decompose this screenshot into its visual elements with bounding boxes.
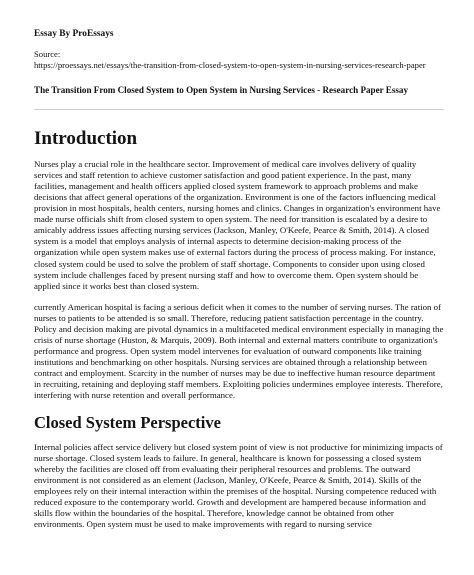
source-label: Source: bbox=[34, 49, 61, 59]
introduction-paragraph-2: currently American hospital is facing a serious deficit when it comes to the number of serving nurses. The ration of nurses to patients to be attended is so small. Therefore, reducing patient satisfaction percentage in the country. Policy and decision making are pivotal dynamics in a multifaceted medical environment especially in managing the crisis of nurse shortage (Huston, & Marquis, 2009). Both internal and external matters contribute to organization's performance and progress. Open system model intervenes for evaluation of outward components like training institutions and benchmarking on other hospitals. Nursing services are obtained through a relationship between contract and employment. Scarcity in the number of nurses may be due to ineffective human resource department in recruiting, retaining and deploying staff members. Exploiting policies undermines employee interests. Therefore, interfering with nurse retention and overall performance. bbox=[34, 301, 444, 401]
closed-system-heading: Closed System Perspective bbox=[34, 413, 221, 433]
source-block bbox=[34, 49, 444, 71]
document-title: The Transition From Closed System to Open System in Nursing Services - Research Paper Essay bbox=[34, 84, 409, 95]
introduction-paragraph-1: Nurses play a crucial role in the healthcare sector. Improvement of medical care involves delivery of quality services and staff retention to achieve customer satisfaction and good patient experience. In the past, many facilities, management and health officers applied closed system framework to approach problems and make decisions that affect general operations of the organization. Environment is one of the factors influencing medical provision in most hospitals, health centers, nursing homes and clinics. Changes in organization's environment have made nurse officials shift from closed system to open system. The need for transition is escalated by a desire to amicably address issues affecting nursing services (Jackson, Manley, O'Keefe, Pearce & Smith, 2014). A closed system is a model that employs analysis of internal aspects to determine decision-making process of the organization while open system makes use of external factors during the process of process making. For instance, closed system could be used to solve the problem of staff shortage. Components to consider upon using closed system include challenges faced by present nursing staff and how to overcome them. Open system should be applied since it works best than closed system. bbox=[34, 159, 441, 291]
introduction-heading: Introduction bbox=[34, 128, 138, 150]
document-page bbox=[34, 0, 444, 530]
source-url-link[interactable]: https://proessays.net/essays/the-transition-from-closed-system-to-open-system-in-nursing-services-research-paper bbox=[34, 59, 426, 70]
title-divider bbox=[34, 109, 444, 110]
brand-label: Essay By ProEssays bbox=[34, 29, 114, 39]
closed-system-paragraph-1: Internal policies affect service delivery but closed system point of view is not productive for minimizing impacts of nurse shortage. Closed system leads to failure. In general, healthcare is known for possessing a closed system whereby the facilities are closed off from evaluating their peripheral resources and problems. The outward environment is not considered as an element (Jackson, Manley, O'Keefe, Pearce & Smith, 2014). Skills of the employees rely on their internal interaction within the premises of the hospital. Nursing competence reduced with reduced exposure to the contemporary world. Growth and development are hampered because information and skills flow within the boundaries of the hospital. Therefore, knowledge cannot be obtained from other environments. Open system must be used to make improvements with regard to nursing service bbox=[34, 442, 443, 530]
